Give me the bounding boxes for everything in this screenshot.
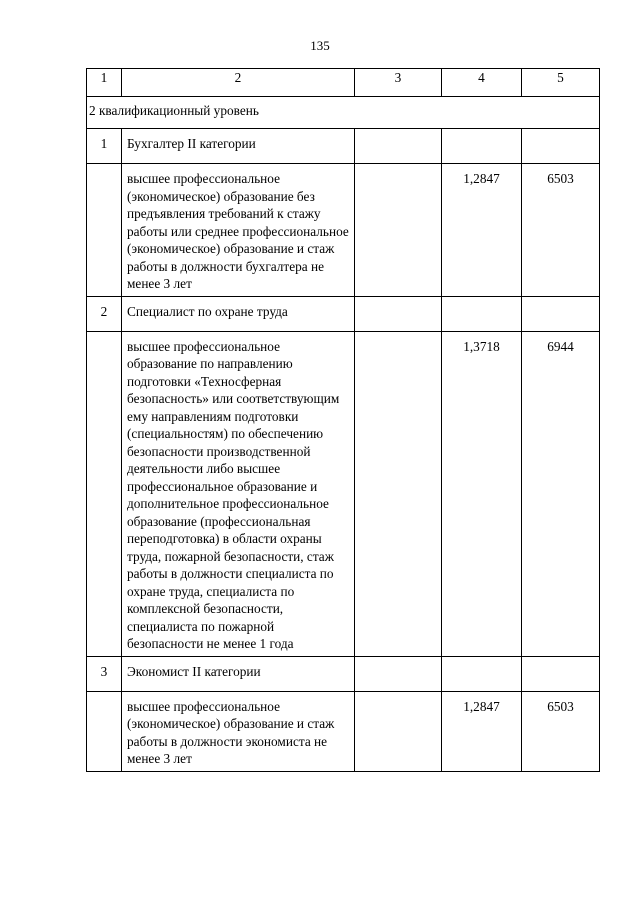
empty-cell xyxy=(442,296,522,331)
table-row xyxy=(87,691,600,771)
position-salary: 6944 xyxy=(522,331,600,656)
header-col-1: 1 xyxy=(87,69,122,97)
empty-cell xyxy=(355,656,442,691)
empty-cell xyxy=(522,656,600,691)
empty-cell xyxy=(87,164,122,297)
table-row xyxy=(87,296,600,331)
table-row xyxy=(87,129,600,164)
header-col-3: 3 xyxy=(355,69,442,97)
position-col3 xyxy=(355,691,442,771)
position-col3 xyxy=(355,331,442,656)
position-title: Бухгалтер II категории xyxy=(122,129,355,164)
table-header-row xyxy=(87,69,600,97)
position-coefficient: 1,2847 xyxy=(442,691,522,771)
empty-cell xyxy=(87,331,122,656)
position-number: 2 xyxy=(87,296,122,331)
position-title: Специалист по охране труда xyxy=(122,296,355,331)
position-requirements: высшее профессиональное (экономическое) образование и стаж работы в должности экономиста не менее 3 лет xyxy=(122,691,355,771)
header-col-4: 4 xyxy=(442,69,522,97)
position-coefficient: 1,3718 xyxy=(442,331,522,656)
empty-cell xyxy=(522,129,600,164)
header-col-2: 2 xyxy=(122,69,355,97)
empty-cell xyxy=(355,129,442,164)
header-col-5: 5 xyxy=(522,69,600,97)
position-number: 1 xyxy=(87,129,122,164)
position-title: Экономист II категории xyxy=(122,656,355,691)
empty-cell xyxy=(442,656,522,691)
position-requirements: высшее профессиональное (экономическое) образование без предъявления требований к стажу работы или среднее профессиональное (экономическое) образование и стаж работы в должности бухгалтера не менее 3 лет xyxy=(122,164,355,297)
empty-cell xyxy=(522,296,600,331)
qualification-table xyxy=(86,68,600,772)
position-requirements: высшее профессиональное образование по направлению подготовки «Техносферная безопасность» или соответствующим ему направлениям подготовки (специальностям) по обеспечению безопасности производственной деятельности либо высшее профессиональное образование и дополнительное профессиональное образование (профессиональная переподготовка) в области охраны труда, пожарной безопасности, стаж работы в должности специалиста по охране труда, специалиста по комплексной безопасности, специалиста по пожарной безопасности не менее 1 года xyxy=(122,331,355,656)
position-salary: 6503 xyxy=(522,164,600,297)
position-number: 3 xyxy=(87,656,122,691)
page-number: 135 xyxy=(310,38,330,53)
table-row xyxy=(87,164,600,297)
table-row xyxy=(87,331,600,656)
empty-cell xyxy=(442,129,522,164)
position-coefficient: 1,2847 xyxy=(442,164,522,297)
empty-cell xyxy=(87,691,122,771)
table-row xyxy=(87,656,600,691)
position-col3 xyxy=(355,164,442,297)
position-salary: 6503 xyxy=(522,691,600,771)
empty-cell xyxy=(355,296,442,331)
qualification-level-title: 2 квалификационный уровень xyxy=(87,97,600,129)
section-row xyxy=(87,97,600,129)
